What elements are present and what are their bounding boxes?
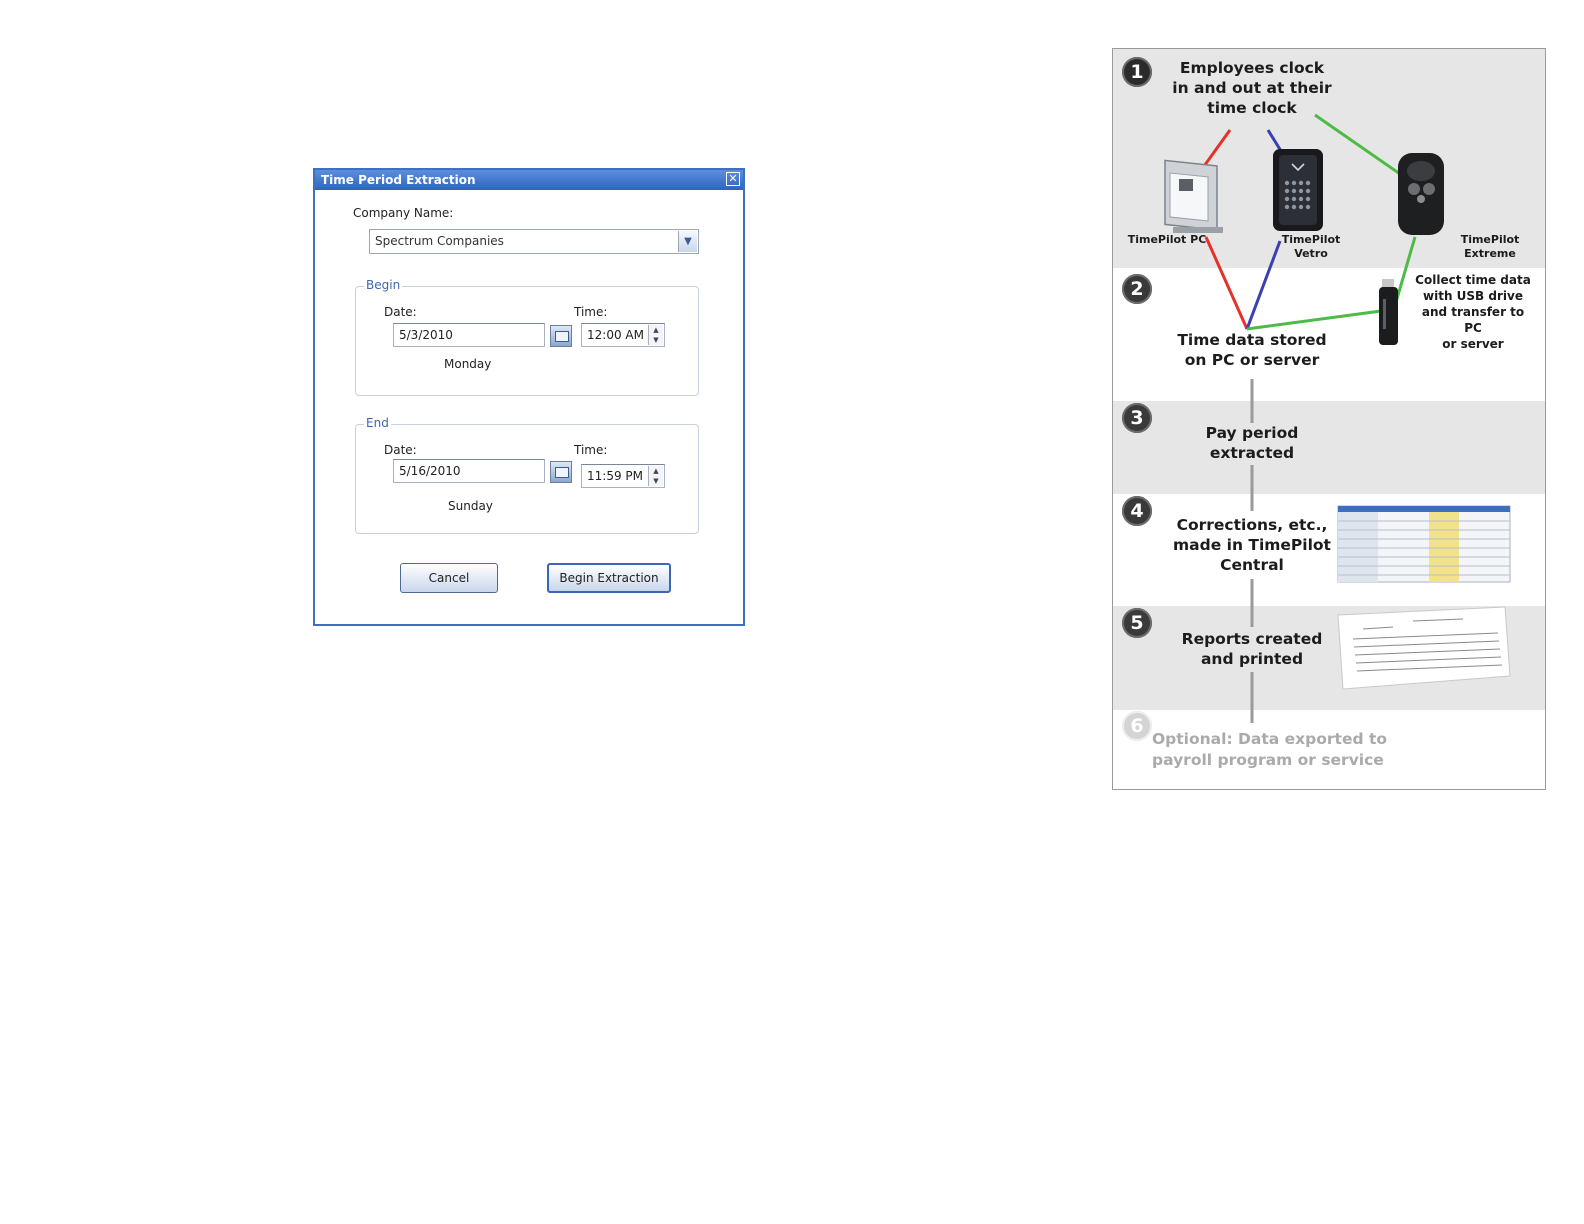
begin-time-label: Time: (574, 305, 608, 319)
step-3-text (1157, 423, 1347, 463)
begin-time-value: 12:00 AM (587, 328, 644, 342)
begin-legend: Begin (366, 278, 401, 292)
time-spinner-icon[interactable]: ▲ ▼ (648, 466, 663, 486)
usb-text-line-1: Collect time data (1415, 273, 1531, 287)
timepilot-pc-image (1165, 160, 1223, 233)
step-1-text (1157, 58, 1347, 118)
calendar-icon[interactable] (550, 325, 572, 347)
time-period-extraction-dialog (313, 168, 745, 626)
begin-weekday: Monday (444, 357, 492, 371)
end-time-field[interactable] (581, 464, 665, 488)
calendar-icon[interactable] (550, 461, 572, 483)
begin-extraction-button[interactable]: Begin Extraction (547, 563, 671, 593)
printed-report-image (1338, 607, 1510, 689)
company-name-label: Company Name: (353, 206, 454, 220)
step-6-number: 6 (1122, 711, 1152, 741)
step-5-number: 5 (1122, 608, 1152, 638)
step-2-number: 2 (1122, 274, 1152, 304)
cancel-button[interactable]: Cancel (400, 563, 498, 593)
step-5-line-1: Reports created (1181, 630, 1323, 648)
end-group (355, 416, 699, 534)
begin-time-field[interactable] (581, 323, 665, 347)
vetro-wire (1268, 130, 1281, 151)
vetro-label-line-2: Vetro (1294, 247, 1328, 260)
step-1-line-2: in and out at their (1172, 79, 1332, 97)
step-4-text (1157, 515, 1347, 575)
end-legend: End (366, 416, 389, 430)
end-date-label: Date: (384, 443, 417, 457)
timepilot-vetro-label (1273, 233, 1349, 261)
chevron-down-icon[interactable]: ▼ (678, 231, 697, 252)
begin-group (355, 278, 699, 396)
connector-lines (1113, 49, 1546, 790)
close-icon[interactable]: ✕ (726, 172, 740, 186)
timepilot-central-thumbnail (1338, 506, 1510, 582)
step-1-number: 1 (1122, 57, 1152, 87)
dialog-titlebar[interactable] (315, 170, 743, 190)
step-6-line-1: Optional: Data exported to (1152, 730, 1388, 748)
end-date-value: 5/16/2010 (399, 464, 461, 478)
vetro-label-line-1: TimePilot (1281, 233, 1341, 246)
company-name-select[interactable] (369, 229, 699, 254)
begin-date-value: 5/3/2010 (399, 328, 453, 342)
step-4-number: 4 (1122, 496, 1152, 526)
step-2-text (1157, 330, 1347, 370)
begin-date-field[interactable] (393, 323, 545, 347)
timepilot-vetro-image (1273, 149, 1323, 231)
step-6-line-2: payroll program or service (1152, 751, 1384, 769)
step-4-line-1: Corrections, etc., (1176, 516, 1328, 534)
step-6-text (1152, 729, 1412, 771)
end-date-field[interactable] (393, 459, 545, 483)
usb-text-line-2: with USB drive (1423, 289, 1523, 303)
pc-wire (1202, 130, 1230, 169)
timepilot-extreme-label: TimePilot Extreme (1460, 233, 1520, 260)
step-5-text (1157, 629, 1347, 669)
step-3-number: 3 (1122, 403, 1152, 433)
step-1-line-3: time clock (1207, 99, 1297, 117)
usb-to-storage (1247, 311, 1381, 329)
usb-text-line-3: and transfer to PC (1421, 305, 1525, 335)
company-name-value: Spectrum Companies (375, 234, 504, 248)
step-3-line-1: Pay period (1205, 424, 1299, 442)
begin-date-label: Date: (384, 305, 417, 319)
end-time-value: 11:59 PM (587, 469, 643, 483)
step-4-line-3: Central (1220, 556, 1284, 574)
timepilot-extreme-image (1398, 153, 1444, 235)
step-5-line-2: and printed (1200, 650, 1304, 668)
usb-drive-image (1379, 279, 1398, 345)
usb-text-line-4: or server (1442, 337, 1504, 351)
timepilot-pc-label: TimePilot PC (1127, 233, 1207, 246)
dialog-title: Time Period Extraction (321, 173, 476, 187)
step-2-line-1: Time data stored (1177, 331, 1327, 349)
step-2-line-2: on PC or server (1184, 351, 1320, 369)
step-4-line-2: made in TimePilot (1173, 536, 1331, 554)
step-3-line-2: extracted (1209, 444, 1295, 462)
end-weekday: Sunday (448, 499, 493, 513)
time-spinner-icon[interactable]: ▲ ▼ (648, 325, 663, 345)
step-1-line-1: Employees clock (1179, 59, 1325, 77)
end-time-label: Time: (574, 443, 608, 457)
workflow-diagram (1112, 48, 1546, 790)
usb-collect-text (1413, 272, 1533, 352)
pc-to-storage (1206, 237, 1247, 329)
extreme-wire (1315, 115, 1403, 176)
